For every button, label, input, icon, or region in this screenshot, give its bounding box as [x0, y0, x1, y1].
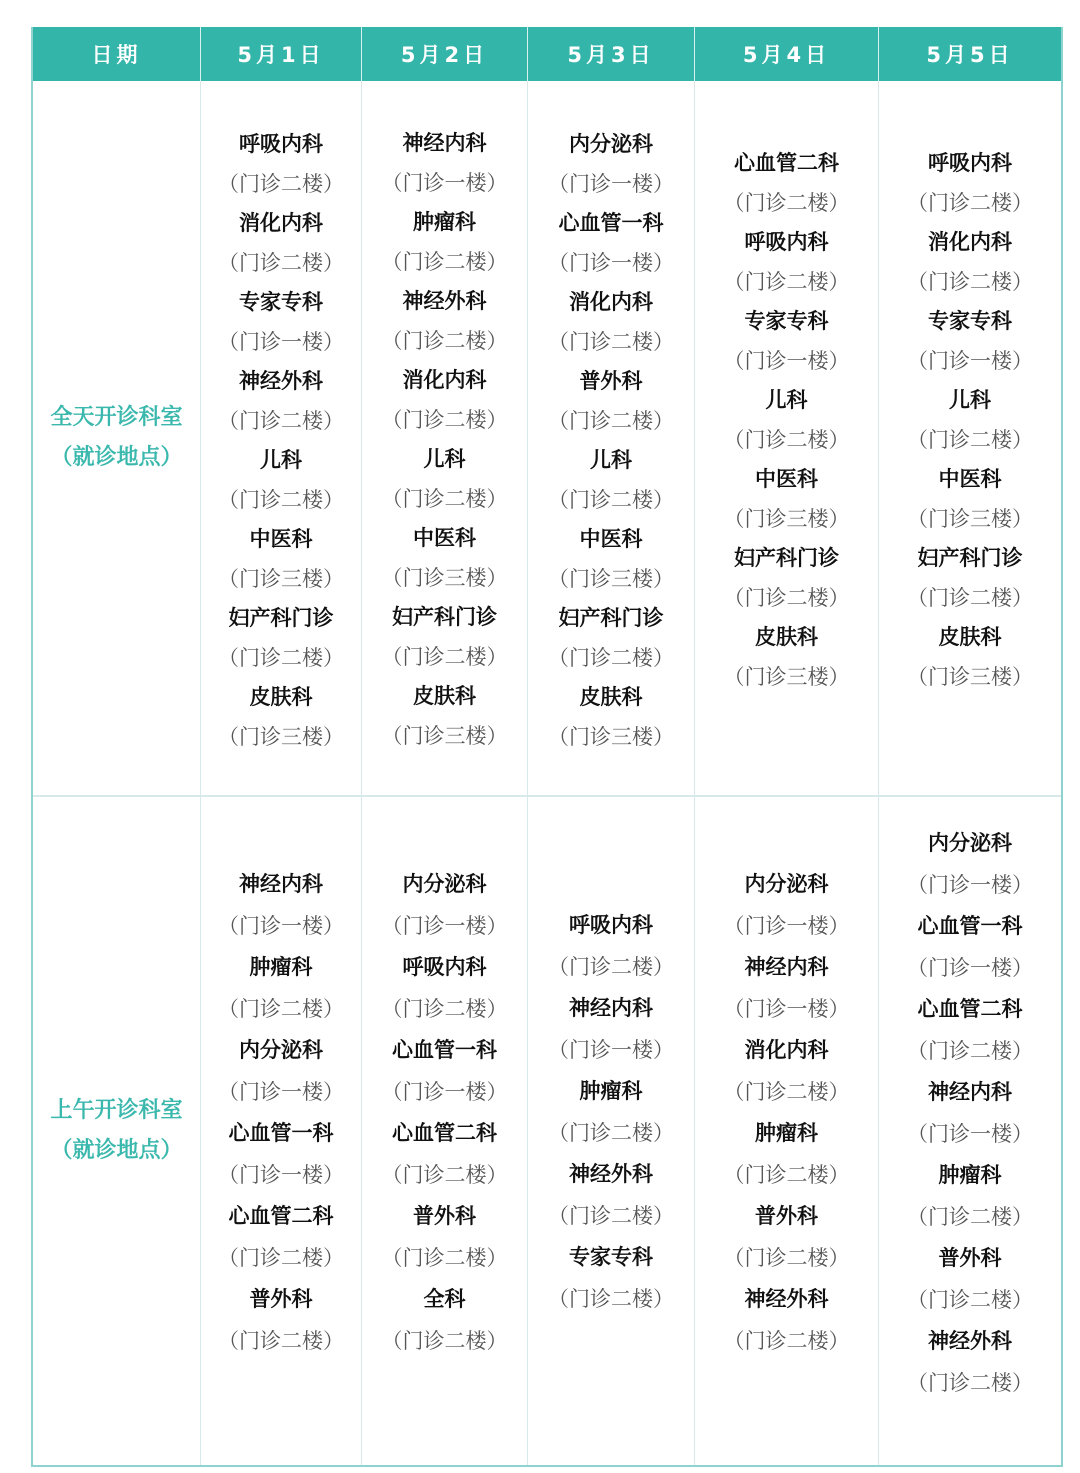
department-name: 妇产科门诊	[558, 606, 664, 630]
department-name: 呼吸内科	[744, 230, 829, 254]
department-name: 普外科	[755, 1204, 818, 1228]
department-location: （门诊一楼）	[548, 250, 674, 275]
department-location: （门诊三楼）	[381, 723, 508, 748]
section-row-allday	[33, 81, 1061, 797]
department-name: 神经外科	[239, 369, 323, 393]
department-name: 普外科	[249, 1287, 313, 1311]
department-name: 神经外科	[569, 1162, 653, 1186]
department-location: （门诊二楼）	[381, 407, 508, 432]
day-column	[201, 797, 362, 1465]
department-location: （门诊二楼）	[723, 1079, 850, 1104]
department-location: （门诊三楼）	[218, 724, 344, 749]
department-name: 呼吸内科	[928, 151, 1012, 175]
department-location: （门诊二楼）	[381, 996, 508, 1021]
department-location: （门诊一楼）	[907, 1121, 1033, 1146]
department-name: 神经外科	[928, 1329, 1012, 1353]
department-location: （门诊二楼）	[723, 1328, 850, 1353]
department-location: （门诊二楼）	[907, 585, 1033, 610]
department-name: 消化内科	[569, 290, 653, 314]
department-location: （门诊二楼）	[218, 408, 344, 433]
department-name: 专家专科	[744, 309, 829, 333]
table-header	[33, 27, 1061, 81]
department-location: （门诊二楼）	[723, 190, 850, 215]
department-location: （门诊三楼）	[723, 664, 850, 689]
department-location: （门诊一楼）	[218, 1079, 344, 1104]
department-location: （门诊三楼）	[723, 506, 850, 531]
department-location: （门诊二楼）	[548, 1120, 674, 1145]
department-location: （门诊二楼）	[218, 1328, 344, 1353]
department-name: 专家专科	[928, 309, 1012, 333]
department-location: （门诊一楼）	[381, 170, 508, 195]
department-location: （门诊二楼）	[907, 1204, 1033, 1229]
department-name: 肿瘤科	[579, 1079, 643, 1103]
department-location: （门诊二楼）	[381, 249, 508, 274]
header-date: 5月1日	[201, 27, 362, 81]
department-name: 神经内科	[569, 996, 653, 1020]
day-column	[879, 81, 1061, 795]
department-name: 心血管一科	[228, 1121, 334, 1145]
department-name: 神经内科	[402, 131, 487, 155]
department-name: 普外科	[938, 1246, 1002, 1270]
department-name: 普外科	[579, 369, 643, 393]
department-name: 皮肤科	[755, 625, 818, 649]
department-location: （门诊二楼）	[723, 585, 850, 610]
department-name: 呼吸内科	[402, 955, 487, 979]
department-name: 内分泌科	[239, 1038, 323, 1062]
department-location: （门诊二楼）	[548, 954, 674, 979]
department-name: 妇产科门诊	[228, 606, 334, 630]
department-location: （门诊一楼）	[907, 872, 1033, 897]
department-name: 消化内科	[928, 230, 1012, 254]
department-name: 儿科	[765, 388, 808, 412]
day-column	[695, 797, 879, 1465]
department-location: （门诊二楼）	[548, 645, 674, 670]
header-date: 5月4日	[695, 27, 879, 81]
day-column	[695, 81, 879, 795]
section-label	[33, 81, 201, 795]
department-location: （门诊三楼）	[381, 565, 508, 590]
department-name: 中医科	[249, 527, 313, 551]
department-name: 心血管二科	[392, 1121, 497, 1145]
department-name: 中医科	[413, 526, 476, 550]
department-location: （门诊一楼）	[907, 348, 1033, 373]
department-name: 肿瘤科	[938, 1163, 1002, 1187]
department-name: 心血管二科	[228, 1204, 334, 1228]
department-location: （门诊一楼）	[723, 913, 850, 938]
department-location: （门诊二楼）	[218, 645, 344, 670]
department-name: 神经外科	[402, 289, 487, 313]
department-location: （门诊二楼）	[548, 1286, 674, 1311]
department-location: （门诊二楼）	[218, 996, 344, 1021]
department-location: （门诊二楼）	[907, 1287, 1033, 1312]
department-name: 专家专科	[569, 1245, 653, 1269]
section-title: 上午开诊科室	[50, 1098, 183, 1123]
department-location: （门诊二楼）	[218, 1245, 344, 1270]
department-location: （门诊二楼）	[381, 328, 508, 353]
department-location: （门诊二楼）	[381, 644, 508, 669]
department-location: （门诊一楼）	[723, 996, 850, 1021]
department-location: （门诊一楼）	[548, 171, 674, 196]
day-column	[879, 797, 1061, 1465]
department-location: （门诊二楼）	[907, 427, 1033, 452]
department-location: （门诊一楼）	[381, 1079, 508, 1104]
department-name: 儿科	[423, 447, 466, 471]
header-date: 5月3日	[528, 27, 695, 81]
section-label	[33, 797, 201, 1465]
department-name: 妇产科门诊	[734, 546, 839, 570]
department-name: 儿科	[590, 448, 632, 472]
department-location: （门诊二楼）	[723, 1245, 850, 1270]
section-subtitle: （就诊地点）	[50, 445, 183, 470]
department-location: （门诊二楼）	[907, 190, 1033, 215]
department-name: 神经内科	[928, 1080, 1012, 1104]
department-location: （门诊二楼）	[548, 408, 674, 433]
header-date-label: 日期	[33, 27, 201, 81]
header-date: 5月5日	[926, 43, 1014, 67]
department-name: 肿瘤科	[249, 955, 313, 979]
department-name: 呼吸内科	[569, 913, 653, 937]
department-name: 皮肤科	[413, 684, 476, 708]
department-name: 皮肤科	[938, 625, 1002, 649]
department-name: 内分泌科	[569, 132, 653, 156]
department-name: 消化内科	[239, 211, 323, 235]
department-location: （门诊二楼）	[548, 487, 674, 512]
department-name: 心血管二科	[917, 997, 1023, 1021]
section-row-morning	[33, 797, 1061, 1465]
department-name: 神经内科	[239, 872, 323, 896]
department-location: （门诊二楼）	[723, 269, 850, 294]
department-name: 皮肤科	[579, 685, 643, 709]
department-location: （门诊二楼）	[381, 1245, 508, 1270]
department-name: 肿瘤科	[413, 210, 476, 234]
department-name: 妇产科门诊	[392, 605, 497, 629]
department-name: 内分泌科	[744, 872, 829, 896]
department-name: 消化内科	[402, 368, 487, 392]
department-location: （门诊一楼）	[218, 913, 344, 938]
department-location: （门诊一楼）	[548, 1037, 674, 1062]
department-location: （门诊三楼）	[548, 566, 674, 591]
department-name: 全科	[423, 1287, 466, 1311]
department-name: 中医科	[755, 467, 818, 491]
department-location: （门诊二楼）	[548, 329, 674, 354]
department-name: 心血管一科	[917, 914, 1023, 938]
department-name: 专家专科	[239, 290, 323, 314]
department-location: （门诊三楼）	[907, 506, 1033, 531]
department-location: （门诊二楼）	[381, 1162, 508, 1187]
department-location: （门诊二楼）	[548, 1203, 674, 1228]
department-location: （门诊一楼）	[381, 913, 508, 938]
department-name: 皮肤科	[249, 685, 313, 709]
department-name: 儿科	[949, 388, 991, 412]
department-location: （门诊二楼）	[907, 1038, 1033, 1063]
department-name: 内分泌科	[402, 872, 487, 896]
department-name: 呼吸内科	[239, 132, 323, 156]
department-location: （门诊二楼）	[218, 171, 344, 196]
department-location: （门诊二楼）	[381, 486, 508, 511]
department-name: 神经内科	[744, 955, 829, 979]
department-location: （门诊二楼）	[218, 250, 344, 275]
department-location: （门诊一楼）	[907, 955, 1033, 980]
header-date: 5月2日	[362, 27, 528, 81]
department-name: 神经外科	[744, 1287, 829, 1311]
department-location: （门诊三楼）	[907, 664, 1033, 689]
department-location: （门诊二楼）	[381, 1328, 508, 1353]
department-name: 普外科	[413, 1204, 476, 1228]
department-location: （门诊二楼）	[218, 487, 344, 512]
department-name: 心血管一科	[558, 211, 664, 235]
department-location: （门诊二楼）	[907, 1370, 1033, 1395]
section-title: 全天开诊科室	[50, 405, 183, 430]
department-location: （门诊二楼）	[723, 427, 850, 452]
day-column	[528, 81, 695, 795]
department-name: 心血管一科	[392, 1038, 497, 1062]
department-name: 妇产科门诊	[917, 546, 1023, 570]
section-subtitle: （就诊地点）	[50, 1138, 183, 1163]
department-location: （门诊三楼）	[548, 724, 674, 749]
day-column	[362, 81, 528, 795]
schedule-table	[31, 27, 1063, 1467]
department-location: （门诊一楼）	[218, 329, 344, 354]
day-column	[201, 81, 362, 795]
department-name: 中医科	[579, 527, 643, 551]
department-location: （门诊二楼）	[723, 1162, 850, 1187]
department-location: （门诊二楼）	[907, 269, 1033, 294]
department-name: 肿瘤科	[755, 1121, 818, 1145]
day-column	[362, 797, 528, 1465]
department-name: 消化内科	[744, 1038, 829, 1062]
department-name: 儿科	[260, 448, 302, 472]
day-column	[528, 797, 695, 1465]
department-location: （门诊一楼）	[218, 1162, 344, 1187]
department-name: 内分泌科	[928, 831, 1012, 855]
department-name: 心血管二科	[734, 151, 839, 175]
department-location: （门诊一楼）	[723, 348, 850, 373]
department-name: 中医科	[938, 467, 1002, 491]
department-location: （门诊三楼）	[218, 566, 344, 591]
